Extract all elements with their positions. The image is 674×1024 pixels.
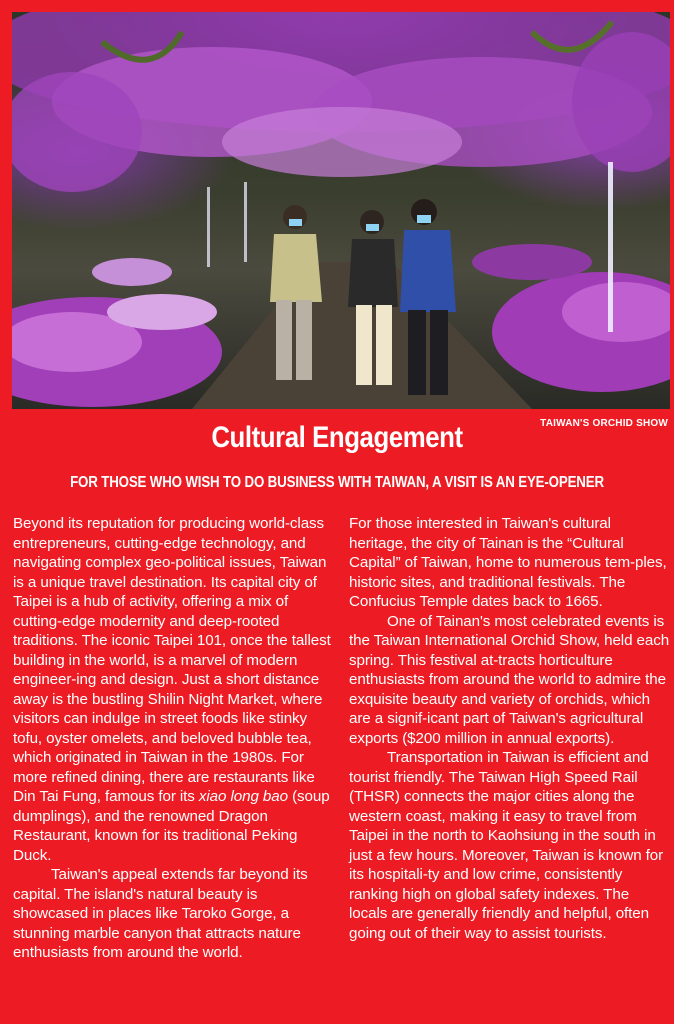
left-paragraph-1: Beyond its reputation for producing world-class entrepreneurs, cutting-edge technology, and navigating complex geo-political issues, Taiwan is a unique travel destination. Its capital city of Taipei is a hub of activity, offering a mix of cutting-edge modernity and deep-rooted traditions. The iconic Taipei 101, once the tallest building in the world, is a marvel of modern engineer-ing and design. Just a short distance away is the bustling Shilin Night Market, where visitors can indulge in street foods like stinky tofu, oyster omelets, and beloved bubble tea, which originated in Taiwan in the 1980s. For more refined dining, there are restaurants like Din Tai Fung, famous for its xiao long bao (soup dumplings), and the renowned Dragon Restaurant, known for its traditional Peking Duck. xyxy=(13,515,331,864)
right-paragraph-1: For those interested in Taiwan's cultural heritage, the city of Tainan is the “Cultural Capital” of Taiwan, home to numerous tem-ples, historic sites, and traditional festivals. The Confucius Temple dates back to 1665. xyxy=(349,515,667,610)
right-paragraph-3: Transportation in Taiwan is efficient and tourist friendly. The Taiwan High Speed Rail (THSR) connects the major cities along the western coast, making it easy to travel from Taipei in the north to Kaohsiung in the south in just a few hours. Moreover, Taiwan is known for its hospitali-ty and low crime, consistently ranking high on global safety indexes. The locals are generally friendly and helpful, often going out of their way to assist tourists. xyxy=(349,749,664,942)
right-paragraph-2: One of Tainan's most celebrated events is the Taiwan International Orchid Show, held each spring. This festival at-tracts horticulture enthusiasts from around the world to admire the exquisite beauty and variety of orchids, which are a signif-icant part of Taiwan's agricultural exports ($200 million in annual exports). xyxy=(349,612,670,747)
italic-term: xiao long bao xyxy=(198,788,288,805)
orchid-show-illustration xyxy=(12,12,670,409)
right-column xyxy=(349,514,671,943)
orchid-show-photo xyxy=(12,12,670,409)
photo-caption: TAIWAN'S ORCHID SHOW xyxy=(540,418,668,429)
article-subtitle: FOR THOSE WHO WISH TO DO BUSINESS WITH TAIWAN, A VISIT IS AN EYE-OPENER xyxy=(70,474,604,491)
left-paragraph-2: Taiwan's appeal extends far beyond its capital. The island's natural beauty is showcased in places like Taroko Gorge, a stunning marble canyon that attracts nature enthusiasts from around the world. xyxy=(13,866,308,961)
article-title: Cultural Engagement xyxy=(211,421,463,454)
light-pole xyxy=(608,162,613,332)
left-column xyxy=(13,514,336,963)
